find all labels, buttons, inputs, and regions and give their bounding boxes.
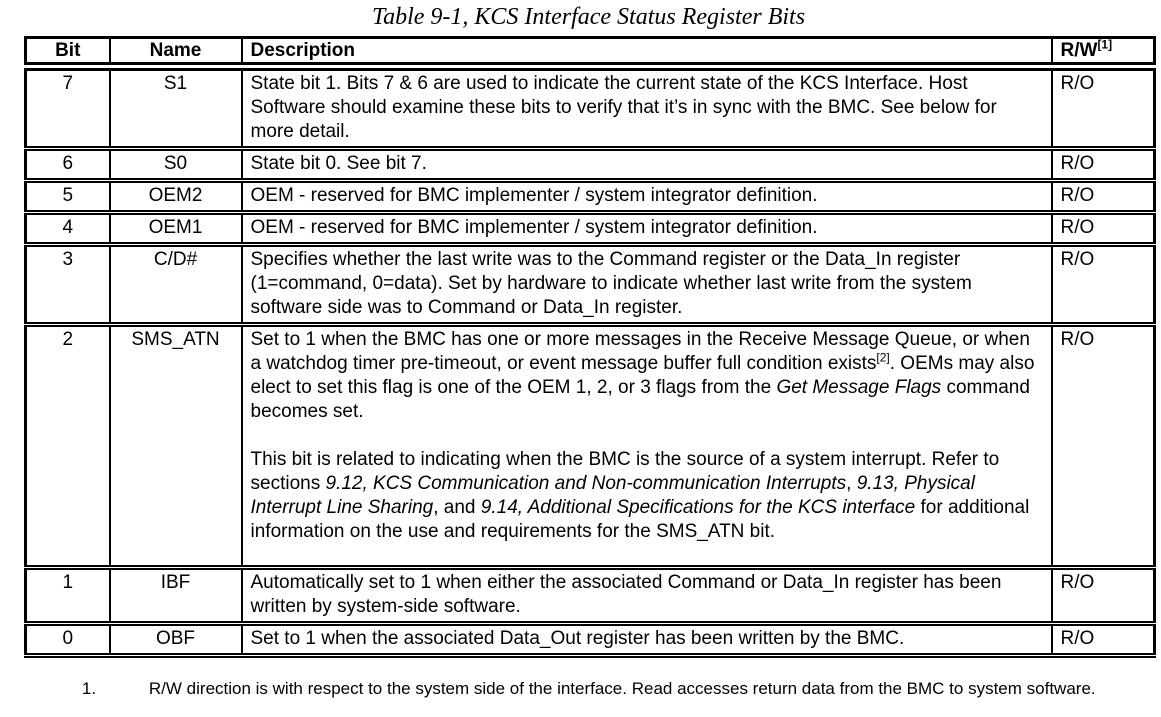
description-cell [242,67,1052,149]
table-row [26,245,1155,325]
rw-cell: R/O [1052,67,1155,149]
description-paragraph: State bit 1. Bits 7 & 6 are used to indicate the current state of the KCS Interface. Host Software should examine these bits to verify that it’s in sync with the BMC. See below for more detail. [250,73,1003,142]
name-cell: S1 [110,67,242,149]
rw-header-label: R/W [1060,40,1098,61]
col-header-bit: Bit [26,38,110,67]
description-paragraph: Set to 1 when the associated Data_Out register has been written by the BMC. [250,628,905,649]
description-cell [242,325,1052,568]
description-paragraph: Set to 1 when the BMC has one or more messages in the Receive Message Queue, or when a watchdog timer pre-timeout, or event message buffer full condition exists[2]. OEMs may also elect to set this flag is one of the OEM 1, 2, or 3 flags from the Get Message Flags command becomes set. [250,329,1040,422]
description-cell [242,245,1052,325]
bit-cell: 7 [26,67,110,149]
name-cell: OEM2 [110,181,242,213]
description-paragraph: OEM - reserved for BMC implementer / system integrator definition. [250,217,818,238]
table-row [26,568,1155,624]
footnote [63,660,1161,698]
table-row [26,67,1155,149]
table-row [26,181,1155,213]
name-cell: C/D# [110,245,242,325]
description-paragraph: State bit 0. See bit 7. [250,153,427,174]
footnote-text: R/W direction is with respect to the system side of the interface. Read accesses return data from the BMC to system software. [148,679,1096,698]
name-cell: S0 [110,149,242,181]
bit-cell: 2 [26,325,110,568]
col-header-name: Name [110,38,242,67]
table-row [26,149,1155,181]
description-paragraph: This bit is related to indicating when the BMC is the source of a system interrupt. Refer to sections 9.12, KCS Communication and Non-communication Interrupts, 9.13, Physical Interrupt Line Sharing, and 9.14, Additional Specifications for the KCS interface for additional information on the use and requirements for the SMS_ATN bit. [250,449,1035,542]
bit-cell: 3 [26,245,110,325]
rw-cell: R/O [1052,568,1155,624]
description-cell [242,149,1052,181]
rw-cell: R/O [1052,149,1155,181]
table-row [26,213,1155,245]
table-row [26,624,1155,656]
description-paragraph: OEM - reserved for BMC implementer / system integrator definition. [250,185,818,206]
rw-cell: R/O [1052,245,1155,325]
bit-cell: 5 [26,181,110,213]
name-cell: OEM1 [110,213,242,245]
bit-cell: 0 [26,624,110,656]
description-cell [242,213,1052,245]
col-header-description: Description [242,38,1052,67]
rw-cell: R/O [1052,325,1155,568]
kcs-status-register-table [24,36,1156,658]
name-cell: SMS_ATN [110,325,242,568]
name-cell: IBF [110,568,242,624]
description-cell [242,181,1052,213]
bit-cell: 4 [26,213,110,245]
table-title: Table 9-1, KCS Interface Status Register Bits [371,4,806,30]
bit-cell: 6 [26,149,110,181]
table-row [26,325,1155,568]
header-row [26,38,1155,67]
bit-cell: 1 [26,568,110,624]
table-body [26,67,1155,656]
description-cell [242,624,1052,656]
rw-cell: R/O [1052,213,1155,245]
rw-cell: R/O [1052,624,1155,656]
col-header-rw [1052,38,1155,67]
description-cell [242,568,1052,624]
footnote-ref-1: [1] [1097,37,1113,52]
description-paragraph: Automatically set to 1 when either the associated Command or Data_In register has been written by system-side software. [250,572,1007,617]
rw-cell: R/O [1052,181,1155,213]
description-paragraph: Specifies whether the last write was to the Command register or the Data_In register (1=command, 0=data). Set by hardware to indicate whether last write from the system software side was to Command or Data_In register. [250,249,978,318]
name-cell: OBF [110,624,242,656]
footnote-number: 1. [81,679,97,698]
